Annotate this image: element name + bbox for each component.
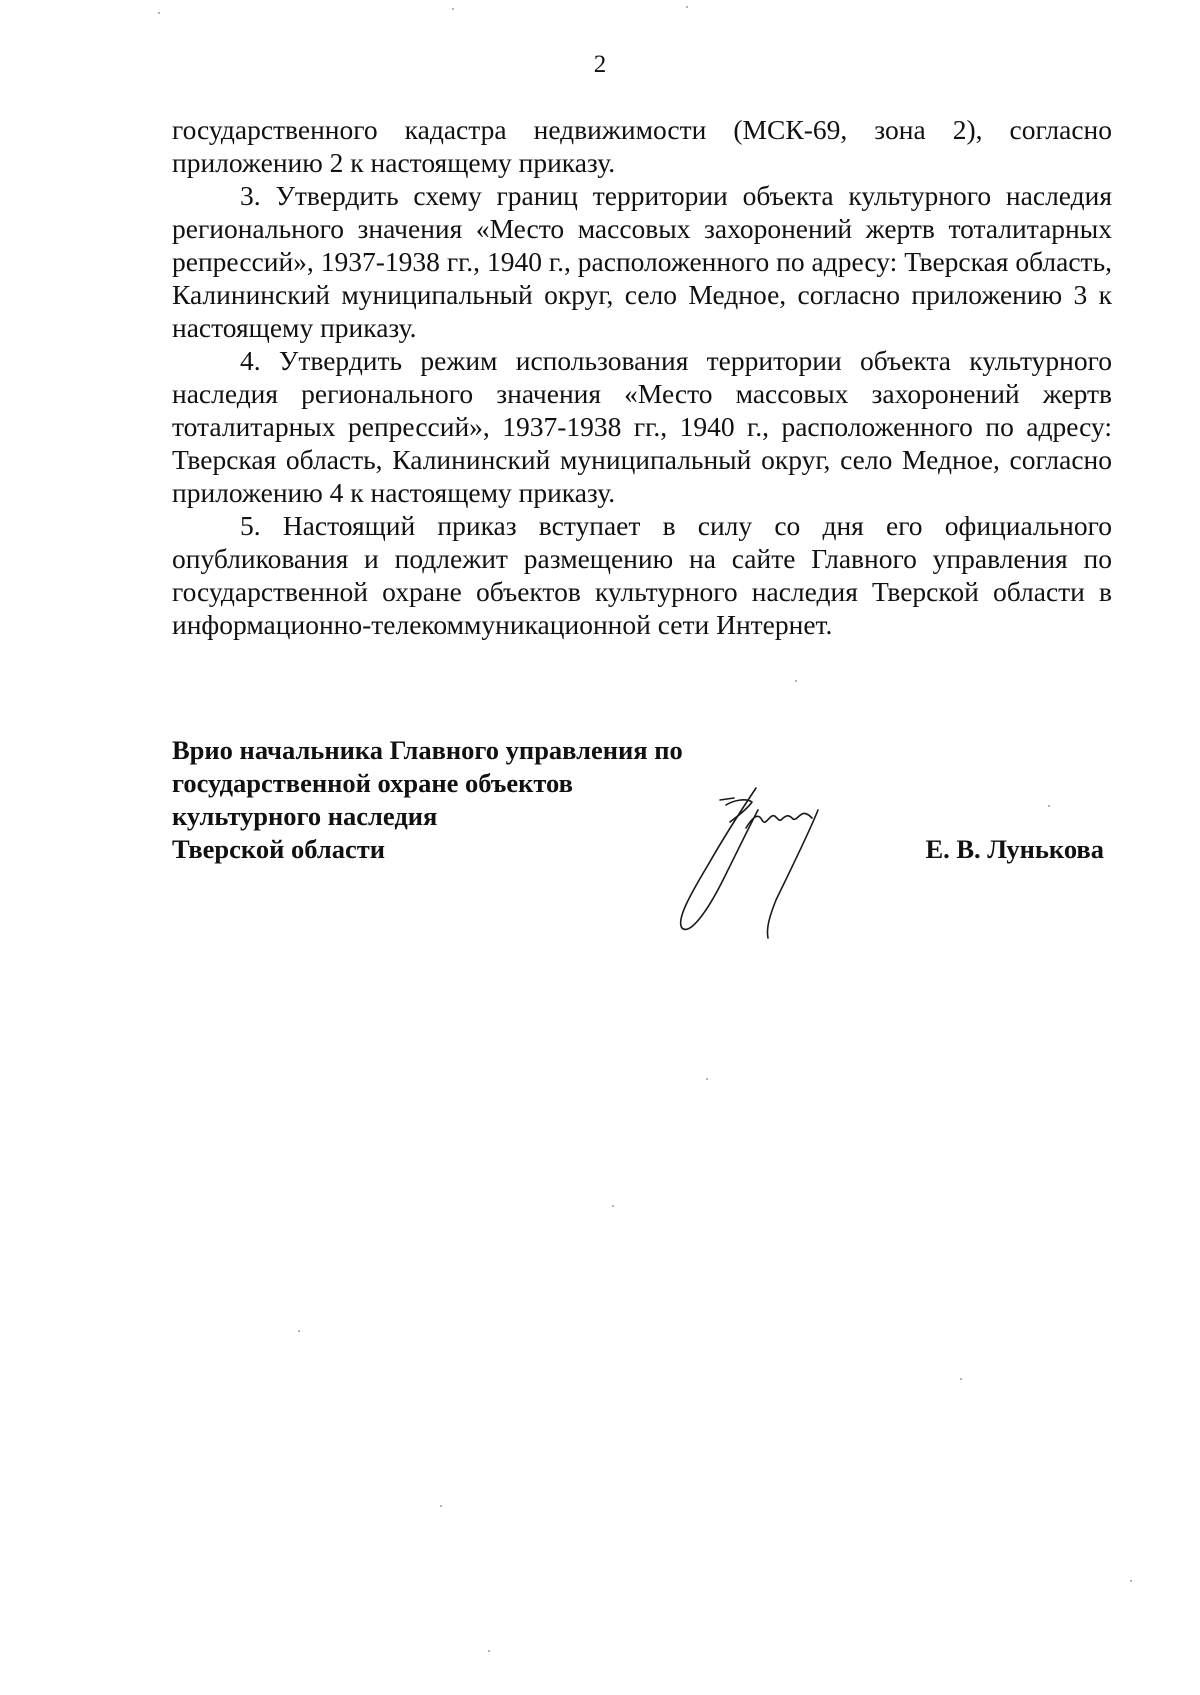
handwritten-signature <box>668 770 858 940</box>
scan-speck <box>612 1205 614 1207</box>
scan-speck <box>1048 805 1050 807</box>
position-line: культурного наследия <box>172 801 438 831</box>
paragraph-item-4: 4. Утвердить режим использования территории объекта культурного наследия регионального значения «Место массовых захоронений жертв тоталитарных репрессий», 1937-1938 гг., 1940 г., расположенного по адресу: Тверская область, Калининский муниципальный округ, село Медное, согласно приложению 4 к настоящему приказу. <box>172 345 1112 508</box>
signatory-name: Е. В. Лунькова <box>925 834 1104 864</box>
scan-speck <box>158 12 160 14</box>
scan-speck <box>440 1505 442 1507</box>
paragraph-item-5: 5. Настоящий приказ вступает в силу со дня его официального опубликования и подлежит размещению на сайте Главного управления по государственной охране объектов культурного наследия Тверской области в информационно-телекоммуникационной сети Интернет. <box>172 510 1112 640</box>
document-body <box>172 113 1112 641</box>
position-line: государственной охране объектов <box>172 768 573 798</box>
paragraph-item-3: 3. Утвердить схему границ территории объекта культурного наследия регионального значения «Место массовых захоронений жертв тоталитарных репрессий», 1937-1938 гг., 1940 г., расположенного по адресу: Тверская область, Калининский муниципальный округ, село Медное, согласно приложению 3 к настоящему приказу. <box>172 180 1112 343</box>
scan-speck <box>452 8 454 10</box>
position-line: Врио начальника Главного управления по <box>172 735 683 765</box>
position-line: Тверской области <box>172 834 385 864</box>
scan-speck <box>686 6 688 8</box>
scan-speck <box>1130 1580 1132 1582</box>
scan-speck <box>298 1330 300 1332</box>
scan-speck <box>795 680 797 682</box>
page-number: 2 <box>593 51 607 78</box>
scan-speck <box>960 1378 962 1380</box>
scan-speck <box>488 1650 490 1652</box>
scan-speck <box>706 1078 708 1080</box>
paragraph-continuation: государственного кадастра недвижимости (МСК-69, зона 2), согласно приложению 2 к настоящему приказу. <box>172 114 1112 178</box>
